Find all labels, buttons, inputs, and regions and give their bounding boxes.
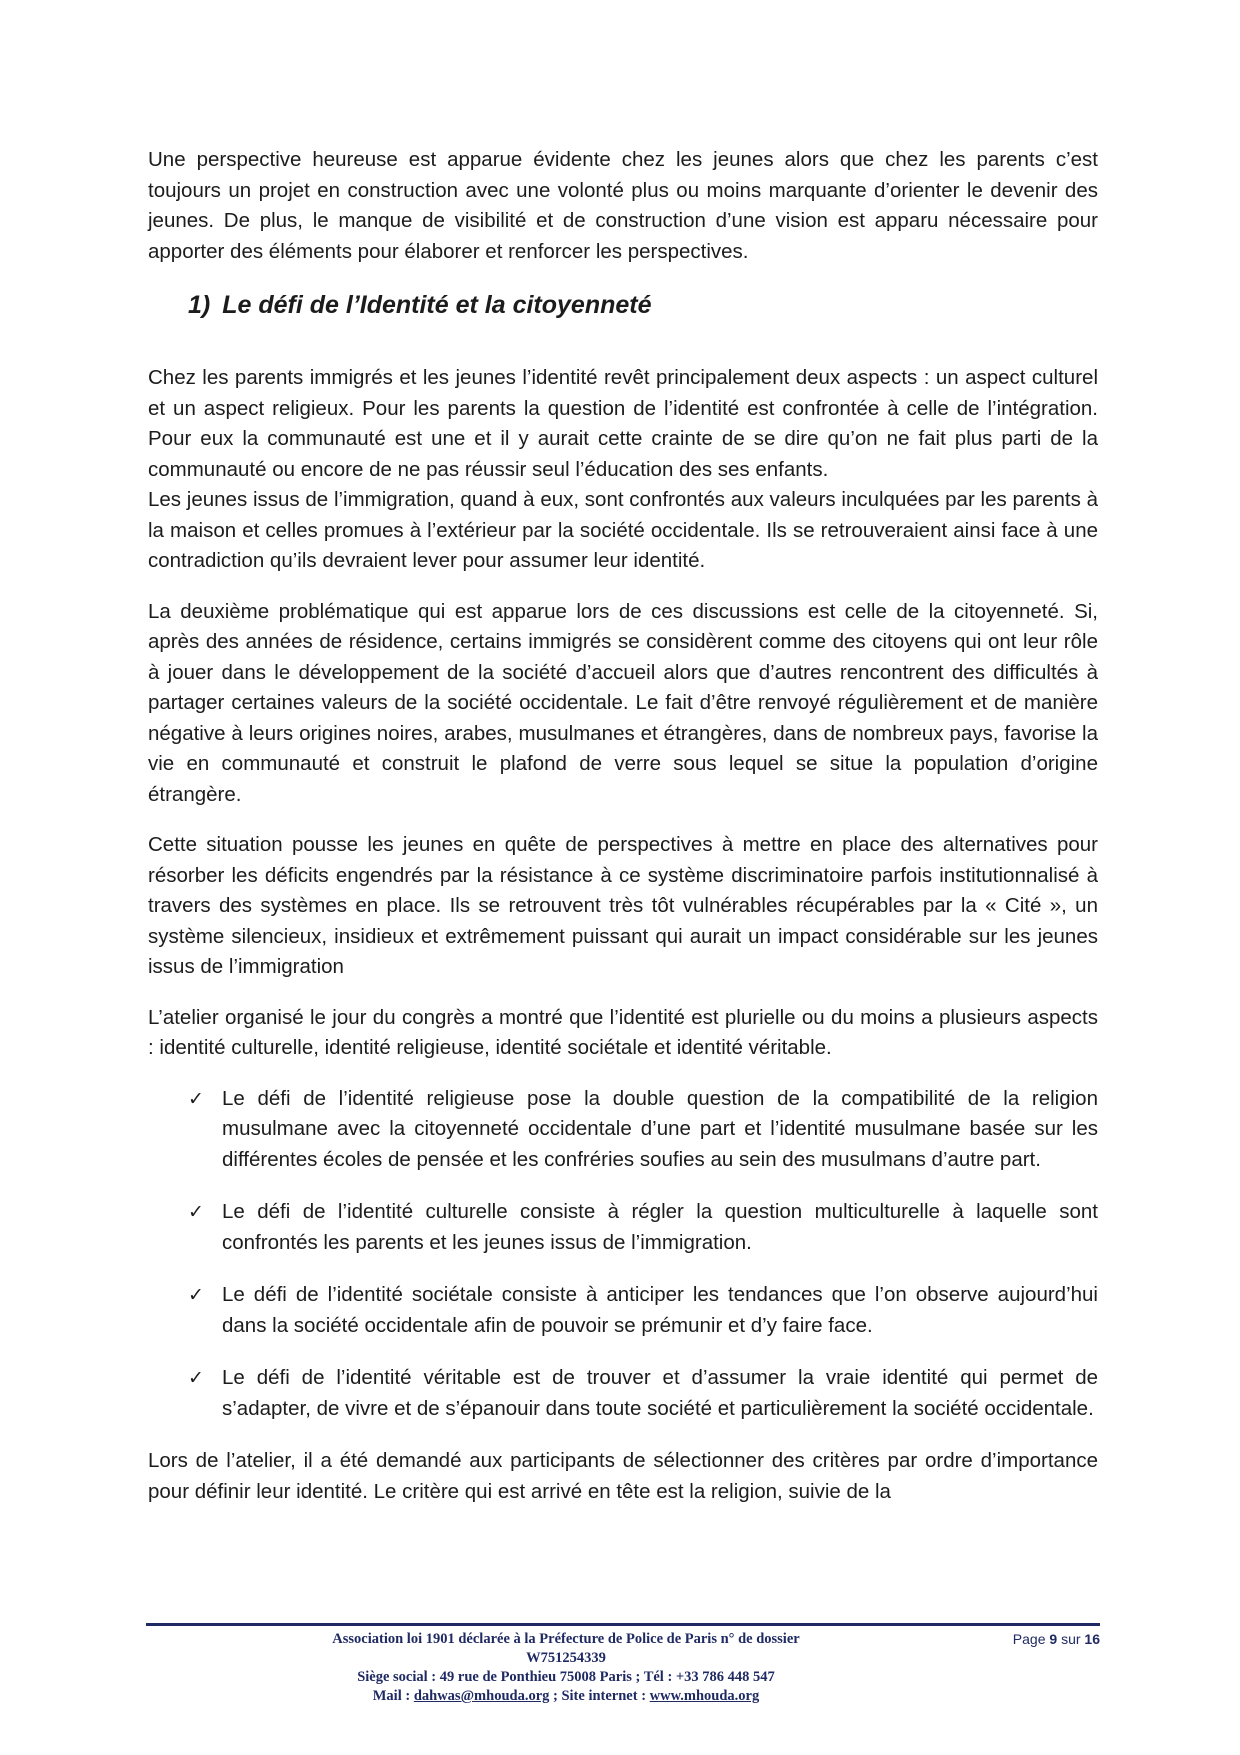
page-number-current: 9: [1049, 1631, 1058, 1647]
footer-association-line: Association loi 1901 déclarée à la Préfecture de Police de Paris n° de dossier W751254339: [332, 1631, 800, 1666]
list-item: [188, 1280, 1098, 1341]
paragraph-citizenship: La deuxième problématique qui est apparue lors de ces discussions est celle de la citoyenneté. Si, après des années de résidence, certains immigrés se considèrent comme des citoyens qui ont leur rôle à jouer dans le développement de la société d’accueil alors que d’autres rencontrent des difficultés à partager certaines valeurs de la société occidentale. Le fait d’être renvoyé régulièrement et de manière négative à leurs origines noires, arabes, musulmanes et étrangères, dans de nombreux pays, favorise la vie en communauté et construit le plafond de verre sous lequel se situe la population d’origine étrangère.: [148, 599, 1098, 806]
footer-divider: [146, 1623, 1100, 1626]
footer-address-block: [296, 1630, 836, 1706]
challenges-checklist: [148, 1084, 1098, 1425]
list-item-text: Le défi de l’identité sociétale consiste à anticiper les tendances que l’on observe aujourd’hui dans la société occidentale afin de pouvoir se prémunir et d’y faire face.: [222, 1283, 1098, 1337]
footer-headquarters-line: Siège social : 49 rue de Ponthieu 75008 Paris ; Tél : +33 786 448 547: [357, 1669, 775, 1685]
footer-mail-label: Mail :: [372, 1688, 414, 1704]
page-number-total: 16: [1084, 1631, 1100, 1647]
checkmark-icon: ✓: [188, 1367, 204, 1389]
paragraph-identity-youth: Les jeunes issus de l’immigration, quand à eux, sont confrontés aux valeurs inculquées par les parents à la maison et celles promues à l’extérieur par la société occidentale. Ils se retrouveraient ainsi face à une contradiction qu’ils devraient lever pour assumer leur identité.: [148, 488, 1098, 572]
list-item: [188, 1197, 1098, 1258]
footer-site-label: ; Site internet :: [549, 1688, 650, 1704]
paragraph-criteria: Lors de l’atelier, il a été demandé aux participants de sélectionner des critères par ordre d’importance pour définir leur identité. Le critère qui est arrivé en tête est la religion, suivie de la: [148, 1449, 1098, 1503]
page-number-prefix: Page: [1012, 1631, 1050, 1647]
section-title: Le défi de l’Identité et la citoyenneté: [222, 291, 652, 319]
checkmark-icon: ✓: [188, 1087, 204, 1110]
list-item-text: Le défi de l’identité véritable est de trouver et d’assumer la vraie identité qui permet de s’adapter, de vivre et de s’épanouir dans toute société et particulièrement la société occidentale.: [222, 1366, 1098, 1420]
intro-paragraph: Une perspective heureuse est apparue évidente chez les jeunes alors que chez les parents c’est toujours un projet en construction avec une volonté plus ou moins marquante d’orienter le devenir des jeunes. De plus, le manque de visibilité et de construction d’une vision est apparu nécessaire pour apporter des éléments pour élaborer et renforcer les perspectives.: [148, 148, 1098, 263]
footer-mail-link[interactable]: dahwas@mhouda.org: [413, 1688, 550, 1704]
footer-contact-line: [296, 1687, 836, 1706]
page-number-separator: sur: [1057, 1631, 1085, 1647]
list-item-text: Le défi de l’identité culturelle consiste à régler la question multiculturelle à laquelle sont confrontés les parents et les jeunes issus de l’immigration.: [222, 1200, 1098, 1254]
paragraph-workshop: L’atelier organisé le jour du congrès a montré que l’identité est plurielle ou du moins a plusieurs aspects : identité culturelle, identité religieuse, identité sociétale et identité véritable.: [148, 1005, 1098, 1059]
footer-site-link[interactable]: www.mhouda.org: [649, 1688, 760, 1704]
list-item-text: Le défi de l’identité religieuse pose la double question de la compatibilité de la religion musulmane avec la citoyenneté occidentale d’une part et l’identité musulmane basée sur les différentes écoles de pensée et les confréries soufies au sein des musulmans d’autre part.: [222, 1086, 1098, 1171]
list-item: [188, 1363, 1098, 1424]
paragraph-situation: Cette situation pousse les jeunes en quête de perspectives à mettre en place des alternatives pour résorber les déficits engendrés par la résistance à ce système discriminatoire parfois institutionnalisé à travers des systèmes en place. Ils se retrouvent très tôt vulnérables récupérables par la « Cité », un système silencieux, insidieux et extrêmement puissant qui aurait un impact considérable sur les jeunes issus de l’immigration: [148, 833, 1098, 978]
page-footer: [146, 1630, 1100, 1710]
checkmark-icon: ✓: [188, 1201, 204, 1223]
list-item: [188, 1084, 1098, 1176]
checkmark-icon: ✓: [188, 1284, 204, 1306]
section-heading: [188, 287, 1098, 323]
section-number: 1): [188, 291, 211, 319]
paragraph-identity-parents: Chez les parents immigrés et les jeunes l’identité revêt principalement deux aspects : un aspect culturel et un aspect religieux. Pour les parents la question de l’identité est confrontée à celle de l’intégration. Pour eux la communauté est une et il y aurait cette crainte de se dire qu’on ne fait plus parti de la communauté ou encore de ne pas réussir seul l’éducation des ses enfants.: [148, 366, 1098, 481]
page-number: [1013, 1630, 1100, 1649]
page-body: [148, 145, 1098, 1507]
